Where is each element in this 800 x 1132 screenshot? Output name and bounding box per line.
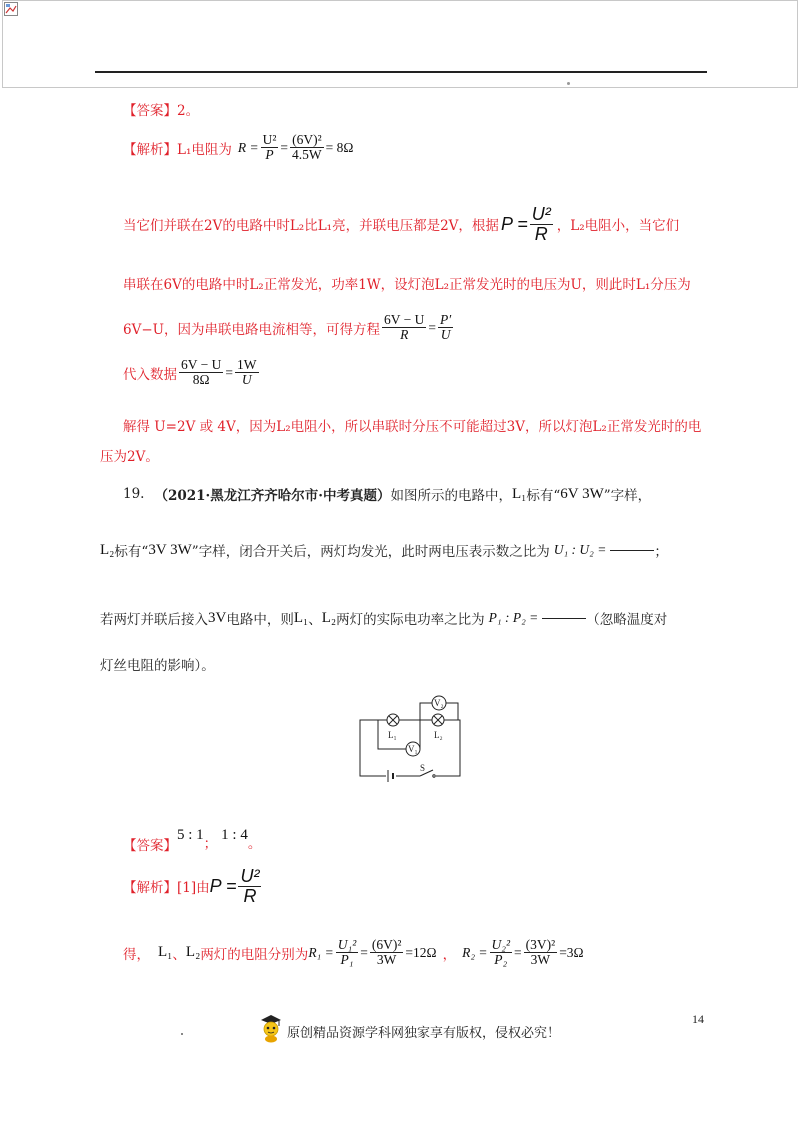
r1-formula: R₁ = $\frac{\text{U₁²}}{\text{P₁}}$ = $\frac{\text{(6V)²}}{3W}$ =12Ω bbox=[308, 937, 437, 968]
q19-stem-2: L₂ 标有“ 3V 3W ”字样，闭合开关后，两灯均发光，此时两电压表示数之比为 U₁ : U₂ = ； bbox=[100, 541, 668, 560]
footer-dot bbox=[181, 1033, 183, 1035]
answer-blank-1[interactable] bbox=[610, 549, 654, 551]
q18-resistance-formula: R = $\frac{\text{U²}}{P}$ = $\frac{\text{(6V)²}}{4.5W}$ = 8Ω bbox=[237, 132, 354, 163]
q18-para-2: 串联在6V的电路中时L₂正常发光，功率1W，设灯泡L₂正常发光时的电压为U，则此时L₁分压为 bbox=[123, 277, 691, 293]
mascot-icon bbox=[258, 1013, 284, 1043]
r2-formula: R₂ = $\frac{\text{U₂²}}{\text{P₂}}$ = $\frac{\text{(3V)²}}{3W}$ =3Ω bbox=[462, 937, 584, 968]
q18-equation-2: $\frac{6V - U}{8\Omega}$ = $\frac{1W}{U}$ bbox=[181, 357, 257, 388]
svg-text:L₂: L₂ bbox=[434, 730, 443, 740]
answer-blank-2[interactable] bbox=[542, 617, 586, 619]
q18-para-3: 6V−U，因为串联电路电流相等，可得方程 $\frac{6V - U}{R}$ = $\frac{P'}{U}$ bbox=[123, 313, 455, 342]
q18-analysis: 【解析】 L₁电阻为 R = $\frac{\text{U²}}{P}$ = $\frac{\text{(6V)²}}{4.5W}$ = 8Ω bbox=[123, 132, 354, 163]
q18-para-6: 压为2V。 bbox=[100, 449, 159, 465]
power-formula: P = $\frac{\text{U²}}{R}$ bbox=[500, 204, 551, 244]
q18-para-1: 当它们并联在2V的电路中时L₂比L₁亮，并联电压都是2V，根据 P = $\frac{\text{U²}}{R}$ ，L₂电阻小，当它们 bbox=[123, 204, 680, 244]
q18-equation-1: $\frac{6V - U}{R}$ = $\frac{P'}{U}$ bbox=[384, 312, 452, 343]
header-dot bbox=[567, 82, 570, 85]
q18-para-5: 解得 U=2V 或 4V，因为L₂电阻小，所以串联时分压不可能超过3V，所以灯泡L₂正常发光时的电 bbox=[123, 419, 702, 435]
q19-stem-1: 19. （2021·黑龙江齐齐哈尔市·中考真题） 如图所示的电路中， L₁ 标有“ 6V 3W ”字样， bbox=[123, 485, 652, 504]
q19-resistances: 得， L₁ 、 L₂ 两灯的电阻分别为 R₁ = $\frac{\text{U₁²}}{\text{P₁}}$ = $\frac{\text{(6V)²}}{3W}$ =12Ω ， R₂ = $\frac{\text{U₂²}}{\text{P₂}}$ = $\frac{\text{(3V)²}}{3W}$ =3Ω bbox=[123, 937, 584, 968]
svg-text:S: S bbox=[420, 763, 426, 773]
q18-answer: 【答案】2。 bbox=[123, 103, 200, 119]
q19-analysis: 【解析】 [1]由 P = $\frac{\text{U²}}{R}$ bbox=[123, 867, 263, 906]
q18-para-4: 代入数据 $\frac{6V - U}{8\Omega}$ = $\frac{1W}{U}$ bbox=[123, 358, 261, 387]
svg-text:V₂: V₂ bbox=[434, 698, 444, 708]
q19-answer: 【答案】 5 : 1 ； 1 : 4 。 bbox=[123, 826, 262, 854]
circuit-diagram bbox=[358, 685, 462, 783]
page-header bbox=[2, 0, 798, 88]
page-number: 14 bbox=[692, 1012, 704, 1026]
broken-image-icon bbox=[4, 2, 18, 16]
svg-text:L₁: L₁ bbox=[388, 730, 397, 740]
q19-stem-4: 灯丝电阻的影响）。 bbox=[100, 658, 215, 674]
q19-stem-3: 若两灯并联后接入 3V 电路中，则 L₁ 、 L₂ 两灯的实际电功率之比为 P₁ : P₂ = （忽略温度对 bbox=[100, 609, 668, 628]
q19-power-formula: P = $\frac{\text{U²}}{R}$ bbox=[209, 866, 260, 906]
copyright-notice: 原创精品资源学科网独家享有版权，侵权必究！ bbox=[287, 1026, 561, 1041]
svg-text:V₁: V₁ bbox=[408, 744, 418, 754]
header-rule bbox=[95, 71, 707, 73]
